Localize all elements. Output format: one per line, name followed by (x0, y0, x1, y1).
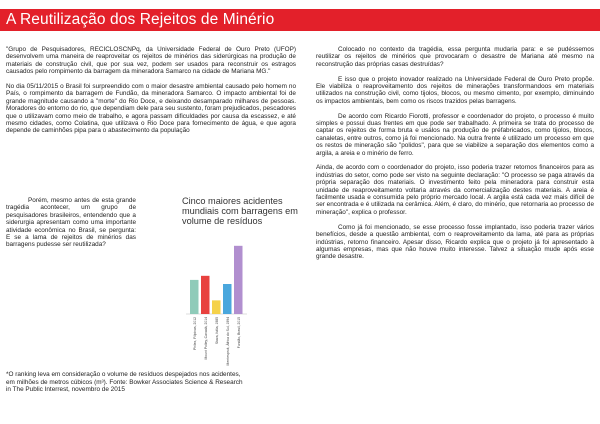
chart-canvas (172, 194, 294, 380)
left-column (6, 46, 296, 142)
chart-category-label: Merriespruit, África do Sul, 1994 (225, 317, 230, 366)
chart-bar (190, 280, 199, 314)
context-paragraph: Colocado no contexto da tragédia, essa pergunta mudaria para: e se pudéssemos reutilizar os rejeitos de minérios que provocaram o desastre de Mariana até mesmo na reconstrução das próprias casas destruídas? (316, 46, 594, 68)
chart-footnote: *O ranking leva em consideração o volume de resíduos despejados nos acidentes, em milhões de metros cúbicos (m³). Fonte: Bowker Associates Science & Research in The Public Interrest, novembro de 2015 (6, 371, 243, 394)
right-column (316, 46, 594, 268)
chart-bar (212, 300, 221, 314)
page-title: A Reutilização dos Rejeitos de Minério (6, 11, 275, 28)
chart-category-label: Philex, Filipinas, 2012 (192, 317, 197, 350)
question-paragraph: Porém, mesmo antes de esta grande tragédia acontecer, um grupo de pesquisadores brasileiros, entendendo que a siderurgia apresentam como uma importante atividade econômica no Brasil, se pergunta: E se a lama de rejeitos de minérios das barragens pudesse ser reutilizada? (6, 197, 136, 249)
chart-title: Cinco maiores acidentes mundiais com barragens em volume de resíduos (182, 196, 298, 226)
title-banner (0, 9, 600, 31)
chart-category-label: Mount Polley, Canadá, 2014 (203, 317, 208, 360)
intro-quote: "Grupo de Pesquisadores, RECICLOSCNPq, da Universidade Federal de Ouro Preto (UFOP) desenvolvem uma maneira de reaproveitar os rejeitos de minérios das siderúrgicas na produção de materiais de construção civil, que por sua vez, podem ser usados para reconstruir os estragos causados pelo rompimento da barragem da mineradora Samarco na cidade de Mariana MG." (6, 46, 296, 76)
chart-bar (234, 246, 243, 314)
chart-bar (223, 284, 232, 314)
chart-category-label: Fundão, Brasil, 2015 (236, 317, 241, 349)
process-paragraph: De acordo com Ricardo Fiorotti, professor e coordenador do projeto, o processo é muito simples e possui duas frentes em que pode ser trabalhado. A primeira se trata do processo de captar os rejeitos de forma bruta e usálos na produção de préfabricados, como tijolos, blocos, canaletas, entre outros, como já foi mencionado. Na outra frente é utilizado um processo em que os restos de mineração são "polidos", para que se viabilize a separação dos elementos como a argila, a areia e o minério de ferro. (316, 112, 594, 157)
project-paragraph: E isso que o projeto inovador realizado na Universidade Federal de Ouro Preto propõe. Ele viabiliza o reaproveitamento dos rejeitos de minerações transformandoos em materiais utilizados na construção civil, como tijolos, blocos, ou mesmo cimento, por exemplo, diminuindo os impactos ambientais, bem como os riscos trazidos pelas barragens. (316, 75, 594, 105)
conclusion-paragraph: Como já foi mencionado, se esse processo fosse implantado, isso poderia trazer vários benefícios, desde a questão ambiental, com o reaproveitamento da lama, até para as próprias indústrias, retorno financeiro. Apesar disso, Ricardo explica que o projeto já foi apresentado à algumas empresas, mas que não houve muito interesse. Talvez a situação mude após esse grande desastre. (316, 223, 594, 261)
chart-category-label: Stava, Itália, 1985 (214, 317, 219, 345)
chart-bar (201, 276, 210, 314)
accidents-chart (172, 194, 298, 380)
financial-paragraph: Ainda, de acordo com o coordenador do projeto, isso poderia trazer retornos financeiros para as indústrias do setor, como pode ser visto na seguinte declaração: "O processo se paga através da própria separação dos materiais. O investimento feito pela mineradora para construir esta unidade de reaproveitamento voltaria através da comercialização destes materiais. A areia é facilmente usada e consumida pelo próprio mercado local. A argila está cada vez mais difícil de ser encontrada e é utilizada na cerâmica. Além, é claro, do minério, que retornaria ao processo de mineração", explica o professor. (316, 164, 594, 216)
disaster-paragraph: No dia 05/11/2015 o Brasil foi surpreendido com o maior desastre ambiental causado pelo homem no País, o rompimento da barragem de Fundão, da mineradora Samarco. O impacto ambiental foi de grande magnitude causando a "morte" do Rio Doce, e deixando desamparado milhares de pessoas. Moradores do entorno do rio, que dependiam dele para seu sustento, foram prejudicados, pescadores que o utilizavam como meio de trabalho, e agora passam dificuldades por causa da escassez, e até mesmo cidades, como Colatina, que utilizava o Rio Doce para fornecimento de água, e que agora depende de caminhões pipa para o abastecimento da população (6, 83, 296, 135)
